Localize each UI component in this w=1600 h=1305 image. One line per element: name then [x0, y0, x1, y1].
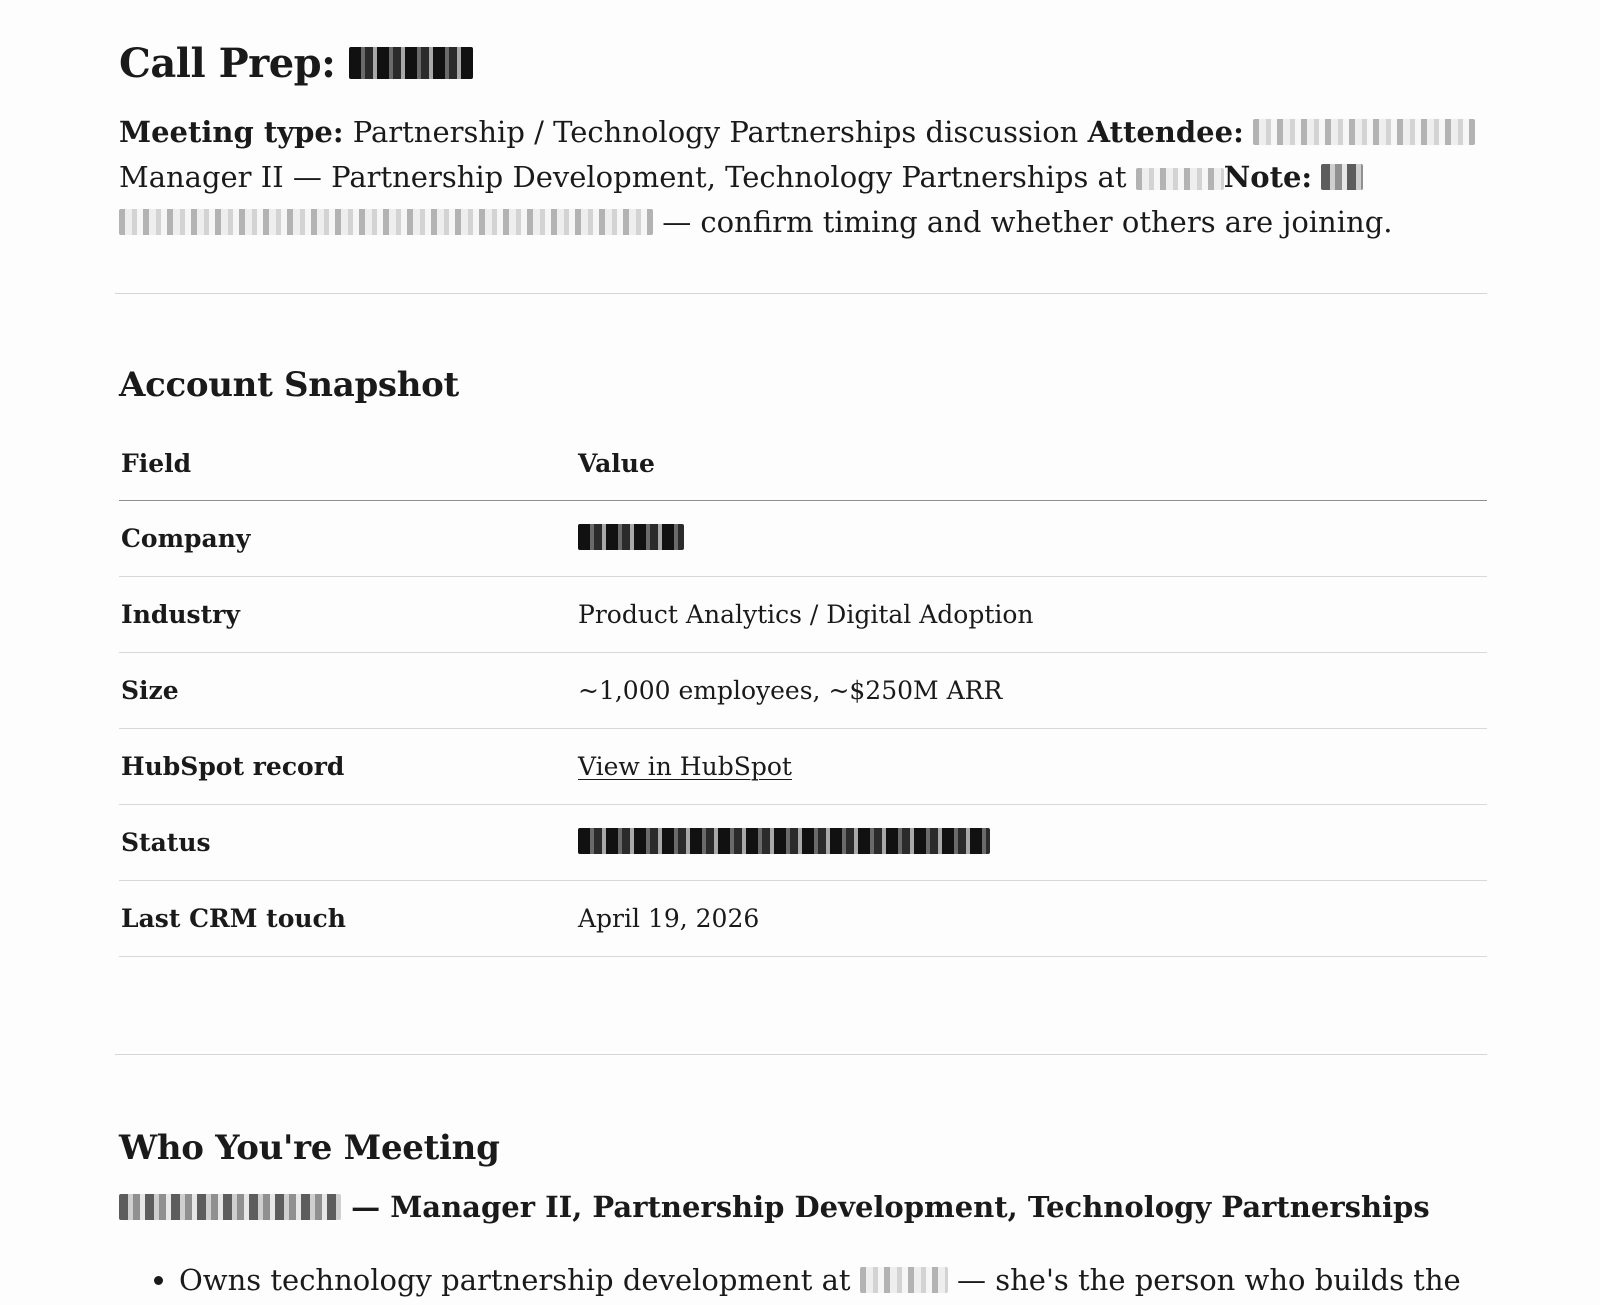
bullet-text-before: Owns technology partnership development at [179, 1263, 851, 1297]
redacted-company-name [1136, 168, 1224, 190]
value-cell: Product Analytics / Digital Adoption [578, 600, 1034, 629]
bullet-text-after: — she's the person who builds the [957, 1263, 1461, 1297]
attendee-role-line [119, 1190, 1430, 1224]
column-header-field: Field [119, 427, 576, 501]
hubspot-record-link[interactable]: View in HubSpot [578, 752, 792, 781]
list-item [179, 1258, 1509, 1303]
meeting-type-label: Meeting type: [119, 115, 344, 149]
redacted-note-text [119, 209, 653, 235]
attendee-label: Attendee: [1087, 115, 1244, 149]
attendee-role: Manager II — Partnership Development, Technology Partnerships at [119, 160, 1127, 194]
note-tail: — confirm timing and whether others are joining. [662, 205, 1393, 239]
redacted-company-name [349, 47, 473, 79]
table-row [119, 729, 1487, 805]
redacted-status-value [578, 828, 990, 854]
redacted-attendee-name [119, 1194, 341, 1220]
note-label: Note: [1223, 160, 1313, 194]
redacted-company-name [860, 1267, 948, 1293]
table-row [119, 653, 1487, 729]
redacted-attendee-name [1253, 119, 1475, 145]
field-cell: Last CRM touch [121, 904, 346, 933]
value-cell: April 19, 2026 [578, 904, 760, 933]
field-cell: Status [121, 828, 211, 857]
attendee-notes-list [119, 1258, 1509, 1303]
account-snapshot-heading: Account Snapshot [119, 365, 459, 405]
column-header-value: Value [576, 427, 1487, 501]
value-cell: ~1,000 employees, ~$250M ARR [578, 676, 1003, 705]
value-cell [576, 501, 1487, 577]
table-row [119, 501, 1487, 577]
value-cell [576, 805, 1487, 881]
field-cell: HubSpot record [121, 752, 345, 781]
attendee-title: — Manager II, Partnership Development, Technology Partnerships [351, 1190, 1430, 1224]
page-title [119, 40, 473, 87]
section-divider [115, 1054, 1487, 1055]
redacted-company-value [578, 524, 684, 550]
who-youre-meeting-heading: Who You're Meeting [119, 1128, 500, 1168]
table-row [119, 577, 1487, 653]
redacted-text [1321, 164, 1363, 190]
section-divider [115, 293, 1487, 294]
value-cell [576, 729, 1487, 805]
meeting-summary [119, 110, 1489, 245]
field-cell: Company [121, 524, 251, 553]
table-row [119, 805, 1487, 881]
account-snapshot-table [119, 427, 1487, 957]
field-cell: Industry [121, 600, 240, 629]
table-header-row [119, 427, 1487, 501]
page-title-prefix: Call Prep: [119, 40, 336, 87]
field-cell: Size [121, 676, 179, 705]
table-row [119, 881, 1487, 957]
meeting-type-value: Partnership / Technology Partnerships discussion [352, 115, 1079, 149]
